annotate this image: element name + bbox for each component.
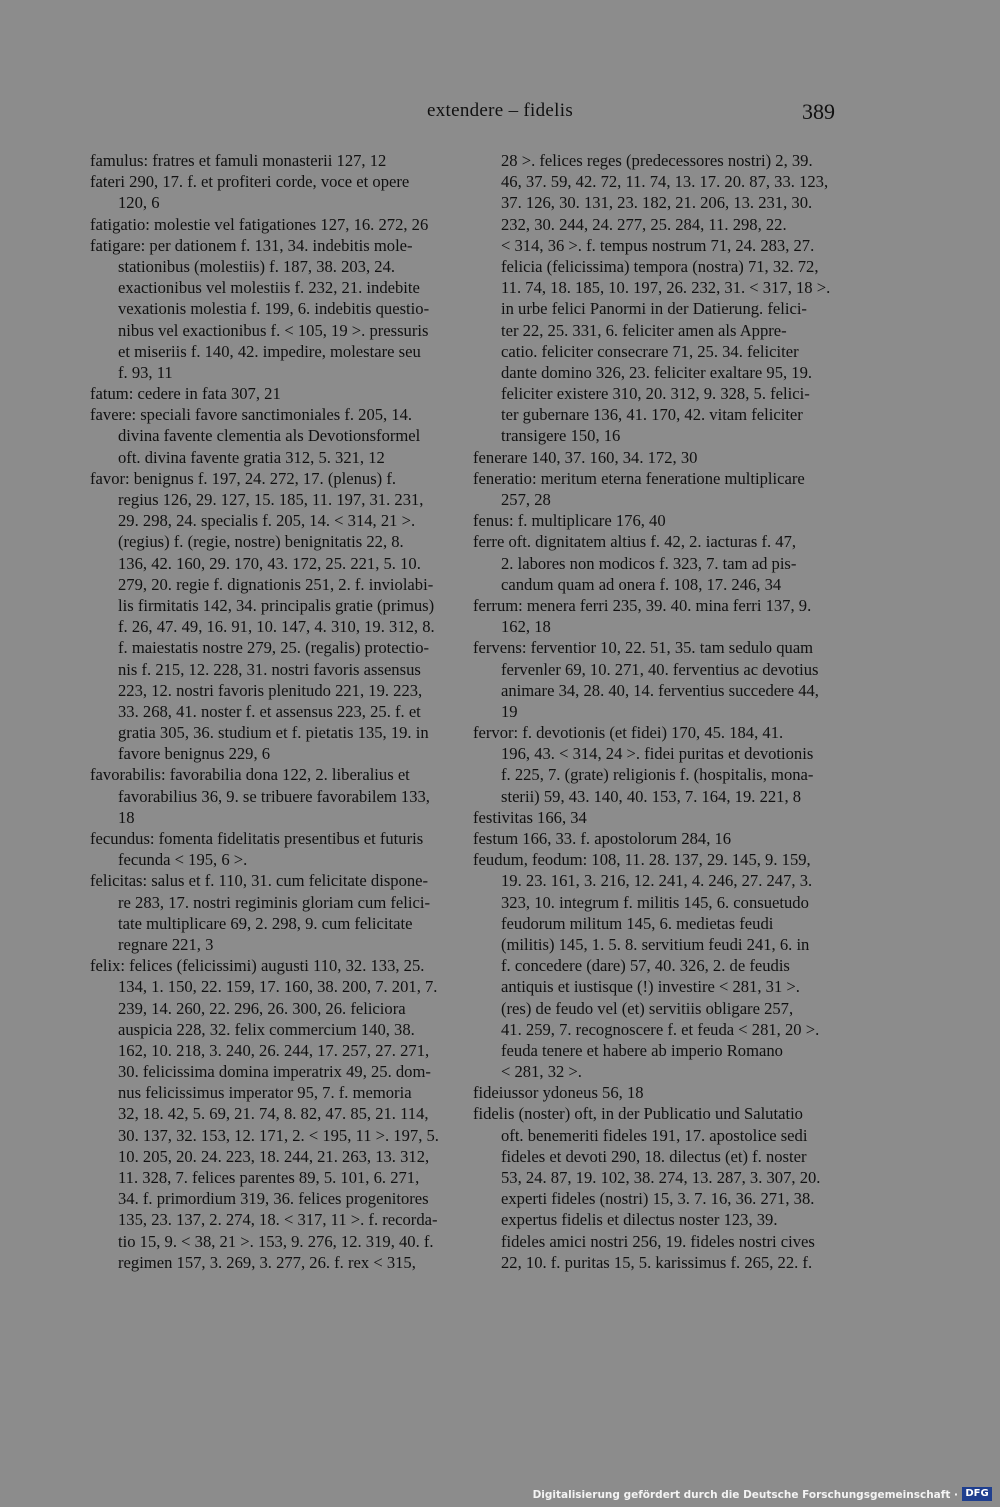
index-line: fatigatio: molestie vel fatigationes 127, 16. 272, 26 <box>90 214 429 234</box>
index-line: 28 >. felices reges (predecessores nostri) 2, 39. <box>501 151 813 170</box>
index-line: fervenler 69, 10. 271, 40. ferventius ac devotius <box>501 659 819 679</box>
index-line: dante domino 326, 23. feliciter exaltare 95, 19. <box>501 362 813 382</box>
index-line: stationibus (molestiis) f. 187, 38. 203, 24. <box>118 256 396 276</box>
index-line: lis firmitatis 142, 34. principalis gratie (primus) <box>118 595 435 615</box>
index-line: favorabilis: favorabilia dona 122, 2. liberalius et <box>90 765 410 785</box>
index-line: < 314, 36 >. f. tempus nostrum 71, 24. 283, 27. <box>501 235 815 255</box>
index-line: oft. benemeriti fideles 191, 17. apostolice sedi <box>501 1125 808 1145</box>
index-line: regnare 221, 3 <box>118 934 214 954</box>
index-line: 30. 137, 32. 153, 12. 171, 2. < 195, 11 >. 197, 5. <box>118 1125 439 1145</box>
running-header: extendere – fidelis <box>426 100 574 121</box>
right-column <box>473 150 837 1273</box>
index-line: fervor: f. devotionis (et fidei) 170, 45. 184, 41. <box>473 723 784 743</box>
index-line: fatigare: per dationem f. 131, 34. indebitis mole- <box>90 235 413 255</box>
index-line: sterii) 59, 43. 140, 40. 153, 7. 164, 19. 221, 8 <box>501 786 802 806</box>
index-line: divina favente clementia als Devotionsformel <box>118 426 421 446</box>
index-line: 32, 18. 42, 5. 69, 21. 74, 8. 82, 47. 85, 21. 114, <box>118 1104 429 1124</box>
index-line: experti fideles (nostri) 15, 3. 7. 16, 36. 271, 38. <box>501 1189 815 1209</box>
index-line: feliciter existere 310, 20. 312, 9. 328, 5. felici- <box>501 384 810 404</box>
index-line: 135, 23. 137, 2. 274, 18. < 317, 11 >. f. recorda- <box>118 1210 438 1230</box>
index-line: nus felicissimus imperator 95, 7. f. memoria <box>118 1083 412 1103</box>
index-line: fecunda < 195, 6 >. <box>118 850 248 870</box>
index-line: transigere 150, 16 <box>501 426 621 446</box>
index-line: fecundus: fomenta fidelitatis presentibus et futuris <box>90 829 424 848</box>
index-line: ferrum: menera ferri 235, 39. 40. mina ferri 137, 9. <box>473 595 812 615</box>
page-number: 389 <box>802 99 835 124</box>
index-line: 120, 6 <box>118 193 160 213</box>
index-line: gratia 305, 36. studium et f. pietatis 135, 19. in <box>118 723 429 743</box>
index-line: 10. 205, 20. 24. 223, 18. 244, 21. 263, 13. 312, <box>118 1146 430 1166</box>
index-line: < 281, 32 >. <box>501 1062 582 1082</box>
index-line: fidelis (noster) oft, in der Publicatio und Salutatio <box>473 1104 803 1124</box>
index-line: festivitas 166, 34 <box>473 807 587 827</box>
dfg-logo: DFG <box>962 1487 992 1501</box>
index-line: feneratio: meritum eterna feneratione multiplicare <box>473 468 805 488</box>
index-line: 323, 10. integrum f. militis 145, 6. consuetudo <box>501 892 809 912</box>
index-line: favere: speciali favore sanctimoniales f. 205, 14. <box>90 405 413 425</box>
index-line: felicitas: salus et f. 110, 31. cum felicitate dispone- <box>90 871 429 891</box>
index-line: 162, 18 <box>501 617 551 637</box>
index-line: 134, 1. 150, 22. 159, 17. 160, 38. 200, 7. 201, 7. <box>118 977 438 997</box>
index-line: 257, 28 <box>501 490 551 509</box>
index-line: ter 22, 25. 331, 6. feliciter amen als Appre- <box>501 320 787 340</box>
index-line: f. maiestatis nostre 279, 25. (regalis) protectio- <box>118 638 430 658</box>
index-line: 41. 259, 7. recognoscere f. et feuda < 281, 20 >. <box>501 1019 820 1039</box>
index-line: fervens: ferventior 10, 22. 51, 35. tam sedulo quam <box>473 638 814 658</box>
index-line: 162, 10. 218, 3. 240, 26. 244, 17. 257, 27. 271, <box>118 1040 430 1060</box>
index-line: tio 15, 9. < 38, 21 >. 153, 9. 276, 12. 319, 40. f. <box>118 1231 434 1251</box>
index-line: 196, 43. < 314, 24 >. fidei puritas et devotionis <box>501 744 814 764</box>
index-line: feudum, feodum: 108, 11. 28. 137, 29. 145, 9. 159, <box>473 850 811 870</box>
index-line: f. concedere (dare) 57, 40. 326, 2. de feudis <box>501 956 790 976</box>
index-line: regimen 157, 3. 269, 3. 277, 26. f. rex < 315, <box>118 1252 416 1272</box>
index-line: 19 <box>501 701 518 721</box>
index-line: fideiussor ydoneus 56, 18 <box>473 1083 644 1103</box>
index-line: f. 93, 11 <box>118 362 173 382</box>
index-line: 11. 328, 7. felices parentes 89, 5. 101, 6. 271, <box>118 1168 420 1187</box>
index-line: et miseriis f. 140, 42. impedire, molestare seu <box>118 341 421 361</box>
funding-notice: Digitalisierung gefördert durch die Deutsche Forschungsgemeinschaft · <box>532 1489 958 1501</box>
index-line: 279, 20. regie f. dignationis 251, 2. f. inviolabi- <box>118 574 434 594</box>
index-line: ter gubernare 136, 41. 170, 42. vitam feliciter <box>501 405 803 425</box>
index-line: fenus: f. multiplicare 176, 40 <box>473 511 666 531</box>
index-line: fideles amici nostri 256, 19. fideles nostri cives <box>501 1231 815 1251</box>
index-line: nis f. 215, 12. 228, 31. nostri favoris assensus <box>118 659 421 679</box>
index-line: felix: felices (felicissimi) augusti 110, 32. 133, 25. <box>90 956 425 976</box>
index-line: 19. 23. 161, 3. 216, 12. 241, 4. 246, 27. 247, 3. <box>501 871 813 891</box>
index-line: favor: benignus f. 197, 24. 272, 17. (plenus) f. <box>90 468 397 488</box>
index-line: felicia (felicissima) tempora (nostra) 71, 32. 72, <box>501 256 819 276</box>
index-line: 232, 30. 244, 24. 277, 25. 284, 11. 298, 22. <box>501 214 787 234</box>
index-line: 2. labores non modicos f. 323, 7. tam ad pis- <box>501 553 797 573</box>
index-line: fenerare 140, 37. 160, 34. 172, 30 <box>473 447 698 467</box>
index-line: auspicia 228, 32. felix commercium 140, 38. <box>118 1019 415 1039</box>
index-line: oft. divina favente gratia 312, 5. 321, 12 <box>118 447 385 467</box>
index-line: tate multiplicare 69, 2. 298, 9. cum felicitate <box>118 913 413 933</box>
index-line: famulus: fratres et famuli monasterii 127, 12 <box>90 151 387 170</box>
index-line: feuda tenere et habere ab imperio Romano <box>501 1040 783 1060</box>
index-line: feudorum militum 145, 6. medietas feudi <box>501 913 774 933</box>
index-line: antiquis et iustisque (!) investire < 281, 31 >. <box>501 977 800 997</box>
index-line: regius 126, 29. 127, 15. 185, 11. 197, 31. 231, <box>118 490 424 509</box>
index-line: 33. 268, 41. noster f. et assensus 223, 25. f. et <box>118 701 421 721</box>
index-line: 22, 10. f. puritas 15, 5. karissimus f. 265, 22. f. <box>501 1252 813 1272</box>
index-line: 223, 12. nostri favoris plenitudo 221, 19. 223, <box>118 680 423 700</box>
index-line: 239, 14. 260, 22. 296, 26. 300, 26. feliciora <box>118 998 406 1018</box>
index-line: ferre oft. dignitatem altius f. 42, 2. iacturas f. 47, <box>473 532 797 552</box>
index-line: 29. 298, 24. specialis f. 205, 14. < 314, 21 >. <box>118 511 416 531</box>
footer-bar <box>0 1480 1000 1507</box>
index-line: (res) de feudo vel (et) servitiis obligare 257, <box>501 998 794 1018</box>
index-line: (militis) 145, 1. 5. 8. servitium feudi 241, 6. in <box>501 934 810 954</box>
index-line: animare 34, 28. 40, 14. ferventius succedere 44, <box>501 680 819 700</box>
index-line: candum quam ad onera f. 108, 17. 246, 34 <box>501 574 782 594</box>
index-line: 37. 126, 30. 131, 23. 182, 21. 206, 13. 231, 30. <box>501 193 813 213</box>
index-line: expertus fidelis et dilectus noster 123, 39. <box>501 1210 778 1230</box>
index-line: festum 166, 33. f. apostolorum 284, 16 <box>473 829 732 848</box>
index-line: f. 225, 7. (grate) religionis f. (hospitalis, mona- <box>501 765 814 785</box>
index-line: favore benignus 229, 6 <box>118 744 271 764</box>
index-line: fateri 290, 17. f. et profiteri corde, voce et opere <box>90 172 410 192</box>
index-line: 18 <box>118 807 135 827</box>
index-line: exactionibus vel molestiis f. 232, 21. indebite <box>118 278 420 298</box>
index-line: f. 26, 47. 49, 16. 91, 10. 147, 4. 310, 19. 312, 8. <box>118 617 435 637</box>
index-line: fatum: cedere in fata 307, 21 <box>90 384 281 404</box>
index-line: 136, 42. 160, 29. 170, 43. 172, 25. 221, 5. 10. <box>118 553 421 573</box>
index-line: re 283, 17. nostri regiminis gloriam cum felici- <box>118 892 430 912</box>
index-line: 53, 24. 87, 19. 102, 38. 274, 13. 287, 3. 307, 20. <box>501 1168 821 1187</box>
index-line: 34. f. primordium 319, 36. felices progenitores <box>118 1189 429 1209</box>
index-line: 30. felicissima domina imperatrix 49, 25. dom- <box>118 1062 431 1082</box>
index-line: favorabilius 36, 9. se tribuere favorabilem 133, <box>118 786 430 806</box>
index-line: vexationis molestia f. 199, 6. indebitis questio- <box>118 299 430 319</box>
index-line: 11. 74, 18. 185, 10. 197, 26. 232, 31. < 317, 18 >. <box>501 278 831 298</box>
index-line: nibus vel exactionibus f. < 105, 19 >. pressuris <box>118 320 429 340</box>
index-line: catio. feliciter consecrare 71, 25. 34. feliciter <box>501 341 799 361</box>
index-line: 46, 37. 59, 42. 72, 11. 74, 13. 17. 20. 87, 33. 123, <box>501 172 829 192</box>
index-line: fideles et devoti 290, 18. dilectus (et) f. noster <box>501 1146 807 1166</box>
index-line: in urbe felici Panormi in der Datierung. felici- <box>501 299 807 319</box>
left-column <box>90 150 454 1273</box>
index-line: (regius) f. (regie, nostre) benignitatis 22, 8. <box>118 532 404 552</box>
